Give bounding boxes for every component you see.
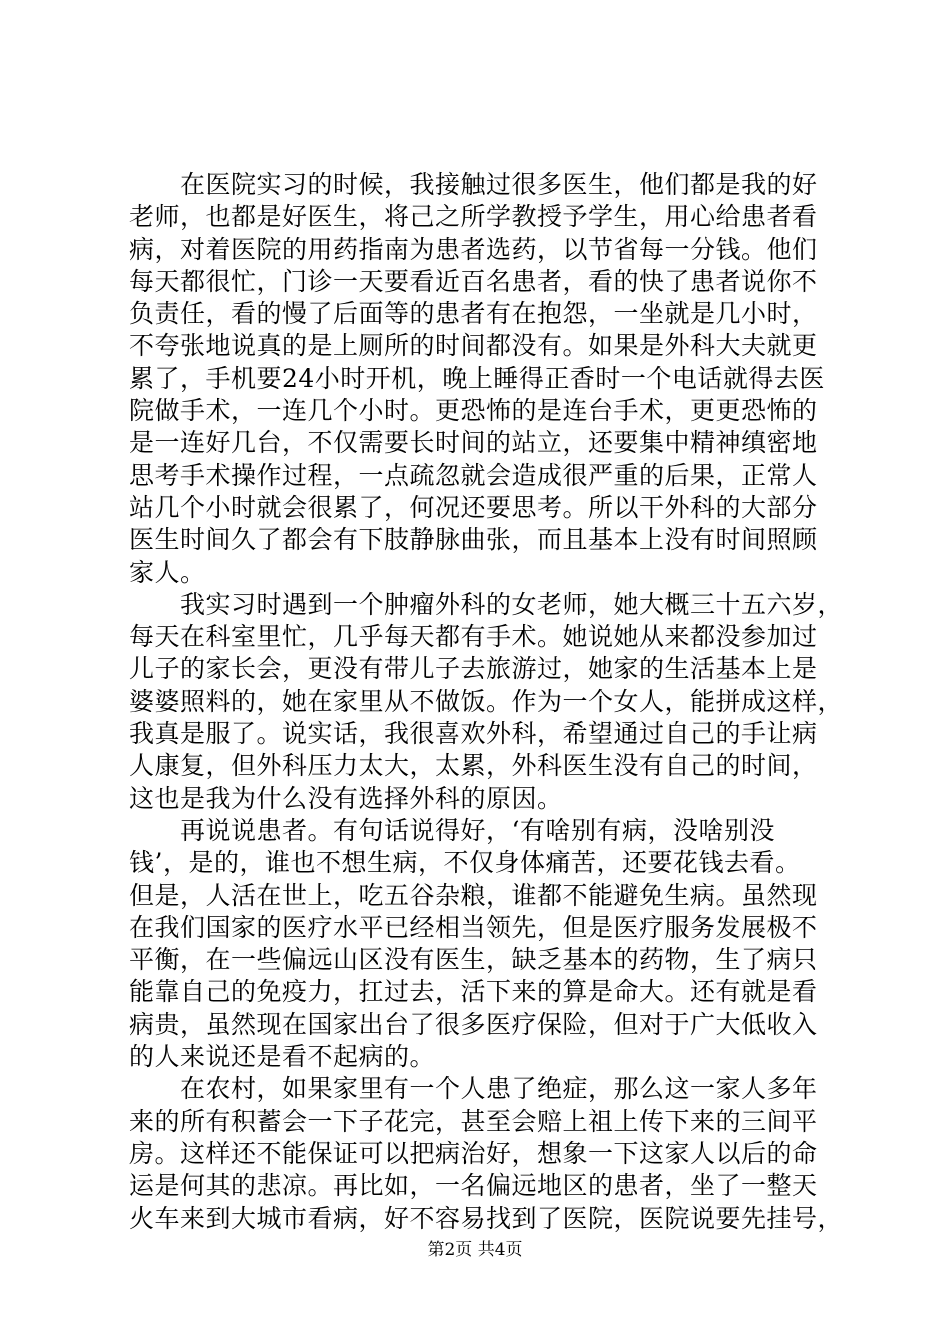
text-line: 医生时间久了都会有下肢静脉曲张，而且基本上没有时间照顾: [129, 525, 818, 555]
page-footer: [0, 1239, 950, 1261]
text-line: 平衡，在一些偏远山区没有医生，缺乏基本的药物，生了病只: [129, 945, 818, 975]
text-line: 人康复，但外科压力太大，太累，外科医生没有自己的时间，: [129, 751, 818, 781]
text-line: 老师，也都是好医生，将己之所学教授予学生，用心给患者看: [129, 202, 818, 232]
text-line: 是一连好几台，不仅需要长时间的站立，还要集中精神缜密地: [129, 428, 818, 458]
text-line: 我实习时遇到一个肿瘤外科的女老师，她大概三十五六岁，: [129, 589, 844, 619]
page-number-label: 第2页 共4页: [427, 1240, 523, 1260]
text-line: 能靠自己的免疫力，扛过去，活下来的算是命大。还有就是看: [129, 977, 818, 1007]
text-line: 病贵，虽然现在国家出台了很多医疗保险，但对于广大低收入: [129, 1009, 818, 1039]
text-line: 病，对着医院的用药指南为患者选药，以节省每一分钱。他们: [129, 234, 818, 264]
text-line: 站几个小时就会很累了，何况还要思考。所以干外科的大部分: [129, 492, 818, 522]
text-line: 不夸张地说真的是上厕所的时间都没有。如果是外科大夫就更: [129, 331, 818, 361]
text-line: 房。这样还不能保证可以把病治好，想象一下这家人以后的命: [129, 1138, 818, 1168]
text-line: 累了，手机要24小时开机，晚上睡得正香时一个电话就得去医: [129, 363, 825, 393]
text-line: 负责任，看的慢了后面等的患者有在抱怨，一坐就是几小时，: [129, 299, 818, 329]
text-line: 每天都很忙，门诊一天要看近百名患者，看的快了患者说你不: [129, 266, 818, 296]
body-text: [129, 169, 844, 1235]
text-line: 在医院实习的时候，我接触过很多医生，他们都是我的好: [129, 170, 818, 199]
text-line: 火车来到大城市看病，好不容易找到了医院，医院说要先挂号，: [129, 1203, 844, 1233]
text-line: 在我们国家的医疗水平已经相当领先，但是医疗服务发展极不: [129, 912, 818, 942]
text-line: 我真是服了。说实话，我很喜欢外科，希望通过自己的手让病: [129, 719, 818, 749]
text-line: 的人来说还是看不起病的。: [129, 1042, 436, 1072]
text-line: 来的所有积蓄会一下子花完，甚至会赔上祖上传下来的三间平: [129, 1106, 818, 1136]
text-line: 院做手术，一连几个小时。更恐怖的是连台手术，更更恐怖的: [129, 396, 818, 426]
text-line: 在农村，如果家里有一个人患了绝症，那么这一家人多年: [129, 1074, 818, 1104]
text-line: 婆婆照料的，她在家里从不做饭。作为一个女人，能拼成这样，: [129, 686, 844, 716]
text-line: 这也是我为什么没有选择外科的原因。: [129, 783, 563, 813]
text-line: 钱’，是的，谁也不想生病，不仅身体痛苦，还要花钱去看。: [129, 848, 801, 878]
text-line: 但是，人活在世上，吃五谷杂粮，谁都不能避免生病。虽然现: [129, 880, 818, 910]
text-line: 家人。: [129, 557, 206, 587]
text-line: 每天在科室里忙，几乎每天都有手术。她说她从来都没参加过: [129, 622, 818, 652]
text-line: 思考手术操作过程，一点疏忽就会造成很严重的后果，正常人: [129, 460, 818, 490]
text-line: 运是何其的悲凉。再比如，一名偏远地区的患者，坐了一整天: [129, 1171, 818, 1201]
text-line: 儿子的家长会，更没有带儿子去旅游过，她家的生活基本上是: [129, 654, 818, 684]
text-line: 再说说患者。有句话说得好，‘有啥别有病，没啥别没: [129, 815, 775, 845]
